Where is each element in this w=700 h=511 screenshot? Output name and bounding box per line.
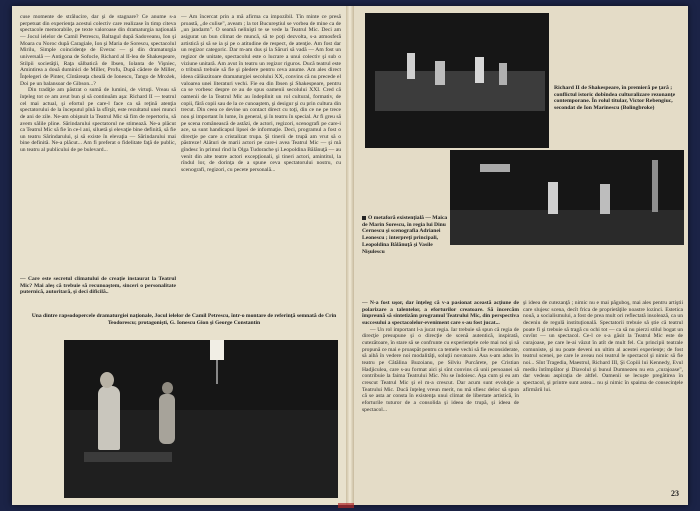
left-photo [64,340,338,498]
right-photo-mid [450,150,684,245]
left-col1-para-2: Din tradiţie am păstrat o sumă de lumini, de virtuţi. Vreau să înţeleg tot ce am avut bun şi să continuăm aşa: Richard II — teatrul cel mai actual, şi efortul pe care-l face ca să reţină atenţia spectatorului de la începutul pînă la sfîrşit, este rezultatul unei munci de ani de zile. Ne-am obişnuit la Teatrul Mic să fim de repertoriu, să avem sălile pline. Sărindarului spectatorul ne stimează. Ne-a plăcut ca Teatrul Mic să fie în ce-l ani, siluetă şi elevaţie bine definită, să fie un teatru Sărindarului, şi să existe în elevaţia — Sărindarului mai bine definită. Ne-a plăcut... Am fi preferat o fidelitate faţă de public, un teatru al publicului de pe bulevard... [20,87,176,154]
right-caption-top [554,85,684,147]
right-col2-para-1: şi ideea de cutezanţă ; nimic nu e mai păguboş, mai ales pentru artiştii care slujesc scena, decît frica de proprietăţile noastre lozinci. Estetica nouă, a socialismului, a fost de prea mult ori reflectată insolează, ca un deceniu de regulă instituţională. Spectatorii trebuie să ştie că teatrul poate fi şi trebuie să tragă cu ochi tot — ca să nu pierzi stilul bogat un cuvînt — un spectacol. Ce-l ce s-a găsit la Teatrul Mic este de curajoase, pe care le-ai văzut în atît de mult fel. Cu principii teatrale comuniste, şi nu poate deveni un ultim al acestei experienţe; de fost teatrul scenei, pe care le aveau noi teatrul le spectacol şi nimic să fie noi... Sînt Tragedia, Maestrul, Richard III, Şi Copiii lui Kennedy, Evul mediu întîmplător şi Diavolul şi bunul Dumnezeu nu era „curajoase", dar vedeau aspiraţia de altfel. Oamenii se lecuşte pregătirea în spectacol, şi printre sunt astea... nu şi nimic în spaima de consecinţele afirmării lui. [523,300,683,393]
left-photo-lamp-cord [216,360,218,384]
left-photo-caption: Una dintre rapsodopercele dramaturgiei naţionale, Jocul ielelor de Camil Petrescu, într-o montare de referinţă semnată de Crin Teodorescu; protagonişti, G. Ionescu Gion şi George Constantin [31,313,337,326]
left-question: — Care este secretul climatului de creaţie instaurat la Teatrul Mic? Mai aleş că trebuie să recunoaştem, sinceri o personalitate puternică, autoritară, şi deci dificilă.. [20,276,176,296]
right-top-actor-1 [407,53,415,79]
right-top-actor-4 [499,63,507,85]
right-mid-actor-1 [548,182,558,214]
left-photo-actor-1-head [100,372,114,388]
left-photo-actor-1 [98,386,120,450]
right-caption-top-text: Richard II de Shakespeare, în premieră pe ţară ; conflictul istoric dobîndea culturalizare rezonanţe contemporane. În rolul titular, Victor Rebengiuc, secondat de Ion Marinescu (Bolingbroke) [554,85,676,112]
right-col1-para-2: — Un rol important l-a jucat regia. Iar trebuie să spun că regia de direcţie presupune şi o direcţie de scenă autentică, inspirată, cutezătoare, în stare să se confrunte cu experienţele cele mai noi şi să propună ce mai e proaspăt pentru ca temele vechi să fie reconsiderate, să aibă în vedere noi modalităţi, soluţii novatoare. Asa s-am adus în teatru pe Cătălina Buzoianu, pe Silviu Purcărete, pe Cristian Hadjiculea, care s-au format aici şi sînt convins că unii persoanei să contribuie la faima Teatrului Mic. Nu se îndoiesc. Aşa cum şi eu am crescut Teatrul Mic şi el m-a crescut. Dar acum sunt evoluţie a Teatrului Mic. Ducă înţeleg vreun merit, nu mă sfiesc deloc să spun că se asta ar consta în existenţa unui climat de libertate artistică, în eforturile tuturor de a consolida şi ideea de trupă, şi ideea de spectacol... [362,326,519,413]
caption-bullet-icon [362,216,366,220]
left-col2-para-1: — Am încercat prin a mă afirma ca impozibil. Tîn minte ce presă proastă, „de culise", aveam ; la tot Bucureştiul se vorbea de mine ca de „un jandarm". O seamă nelinişti te se vede la Teatrul Mic. Deci am asigurat un bun climat de muncă, să te poţi dezvolta, s-a atmosferă artistică şi să se ia şi pe o atitudine de respect, de atenţie. Am fost dar un regizor categoric. Dar m-am dus şi la Săruri să vadă — Am fost un regizor de unitate, spectacolul este o lucrare a unui colectiv şi sub o viziune unitară. Am avut în teatru un regizor riguros. Ducă teatrul este o tribună trebuie să fie şi pledere pentru ceva anume. Am ales direct ideea călăuzitoare dramaturgiei secolului XX, convins că nu precede el valoarea unei literaturi vechi. Fie ea din Ibsen şi Shakespeare, pentru ca se vorbesc despre ce au de spus oamenii secolului XXI. Cred că oamenii de la Teatrul Mic au îndeplinit un rol cultural, formativ, de copii, fără copii sau de la ce cunoaştem, şi desigur şi cu prin cultura din trecut. Din ceea ce devine un contact direct cu toţi, din ce ne pe trece nou şi important în lume, în general, şi în teatru în special. Ar fi greu să pe scena românească de astăzi, de actori, regizori, scenografi pe care-i ace, sa sunt handicapul lipsei de informaţie. Deci, programul a fost o direcţie pe care a cristalizat trupa. Şi tinerii de trupă am vrut să o păstreze! Alături de marii actori pe care-i avea Teatrul Mic — şi mă gîndesc în primul rînd la Olga Tudorache şi Leopoldina Bălănuţă — au venit din alte teatre actori excepţionali, şi tineri actori, amintitul, la rîndul lor, de dorinţa de a spune ceva spectatorului nostru, cu scenografi, regizori, cu pecete personală... [181,14,341,174]
left-photo-actor-2-head [162,382,173,394]
left-column-1 [20,14,176,274]
right-top-actor-3 [475,57,484,83]
page-gutter [346,6,354,505]
right-top-actor-2 [435,61,445,85]
right-mid-floor [450,210,684,245]
right-mid-beam [480,164,510,172]
right-caption-mid-text: O metaforă existenţială — Maica de Marin Sorescu, în regia lui Dinu Cernescu şi scenografia Adrianei Leonescu ; interpreţi principali, Leopoldina Bălănuţă şi Vasile Nişulescu [362,215,448,255]
right-mid-pole [652,160,658,212]
left-photo-actor-2 [159,394,175,444]
right-column-1 [362,300,519,496]
right-caption-mid [362,215,448,279]
right-col1-question: — N-a fost uşor, dar înţeleg că v-a pasionat această acţiune de polarizare a talentelor, a eforturilor creatoare. Să încercăm împreună să sintetizăm programul Teatrului Mic, din perspectiva succesului a spectacolelor-eveniment care s-au fost jucat... [362,300,519,326]
right-photo-top [365,13,549,148]
right-column-2 [523,300,683,486]
left-photo-desk [84,452,172,462]
right-mid-actor-2 [600,184,610,214]
right-top-stage [375,71,545,111]
left-col1-para-1: cuse momente de strălucire, dar şi de stagnare? Ce anume s-a perpetuat din experienţa acestui colectiv care realizase în timp citeva spectacole memorabile, pe texte valoroase din dramaturgia naţională — Jocul ielelor de Camil Petrescu, Baltagul după Sadoveanu, Ion şi Moara cu Noroc după Caragiale, Ion şi Maria de Sorescu, spectacolul Mirilu, Simple coincidenţe de Everac — şi din dramaturgia universală — Antigona de Sofocle, Richard al II-lea de Shakespeare, Stilpii societăţii, Raţa sălbatică de Ibsen, Iolanta de Vişniec, Amintirea a două duminici de Miller, Profu, După cădere de Miller, Înţelegeri de Pinter, Cîntăreaţa cheală de Ionescu, Tango de Mrożek, Doi pe un balansoar de Gibson...? [20,14,176,87]
page-number: 23 [671,489,679,498]
left-column-2 [181,14,341,310]
left-photo-lamp [210,340,224,360]
spine-mark [338,503,354,508]
